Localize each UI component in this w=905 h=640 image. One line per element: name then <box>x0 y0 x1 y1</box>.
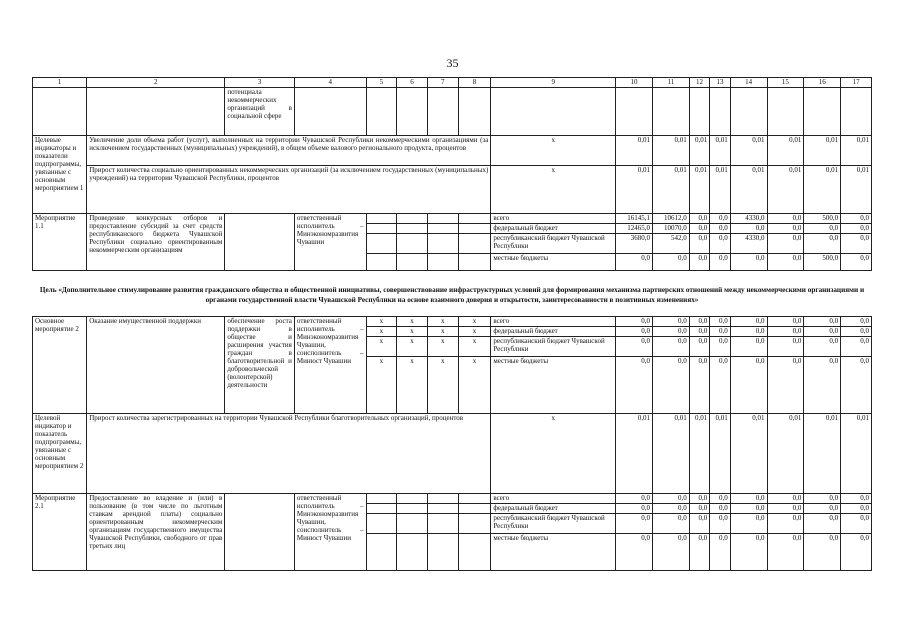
x-mark: x <box>491 414 616 494</box>
col-num: 17 <box>841 78 872 88</box>
funding-source: местные бюджеты <box>491 254 616 271</box>
funding-source: федеральный бюджет <box>491 504 616 514</box>
col-num: 8 <box>458 78 491 88</box>
funding-source: местные бюджеты <box>491 357 616 414</box>
funding-source: республиканский бюджет Чувашской Республики <box>491 337 616 357</box>
measure-label: Мероприятие 2.1 <box>33 494 87 571</box>
funding-source: республиканский бюджет Чувашской Республики <box>491 514 616 534</box>
funding-row: Мероприятие 1.1 Проведение конкурсных отборов и предоставление субсидий за счет средств республиканского бюджета Чувашской Республики социально ориентированным некоммерческим организациям ответственный исполнитель – Минэкономразвития Чувашии всего 16145,1 10612,0 0,0 0,0 4330,0 0,0 500,0 0,0 <box>33 214 872 224</box>
page-number: 35 <box>446 56 459 70</box>
measure-label: Мероприятие 1.1 <box>33 214 87 271</box>
x-mark: x <box>491 136 616 166</box>
funding-row: местные бюджеты 0,0 0,0 0,0 0,0 0,0 0,0 0,0 0,0 <box>33 534 872 571</box>
col-num: 4 <box>294 78 366 88</box>
col-num: 6 <box>397 78 428 88</box>
col-num: 10 <box>616 78 653 88</box>
funding-row: x x x x местные бюджеты 0,0 0,0 0,0 0,0 0,0 0,0 0,0 0,0 <box>33 357 872 414</box>
col-num: 2 <box>87 78 225 88</box>
funding-row: x x x x федеральный бюджет 0,0 0,0 0,0 0,0 0,0 0,0 0,0 0,0 <box>33 327 872 337</box>
measure-goal: обеспечение роста поддержки в обществе и расширения участия граждан в благотворительной и добровольческой (волонтерской) деятельности <box>225 317 295 414</box>
indicator-text: Прирост количества зарегистрированных на территории Чувашской Республики благотворительных организаций, процентов <box>87 414 491 494</box>
indicator-text: Прирост количества социально ориентированных некоммерческих организаций (за исключением государственных (муниципальных) учреждений) на территории Чувашской Республики, процентов <box>87 166 491 214</box>
col-num: 3 <box>225 78 295 88</box>
funding-row: Мероприятие 2.1 Предоставление во владение и (или) в пользование (в том числе по льготным ставкам арендной платы) социально ориентированным некоммерческим организациям государственного имущества Чувашской Республики, свободного от прав третьих лиц ответственный исполнитель – Минэкономразвития Чувашии, соисполнитель – Минюст Чувашии всего 0,0 0,0 0,0 0,0 0,0 0,0 0,0 0,0 <box>33 494 872 504</box>
funding-row: Основное мероприятие 2 Оказание имущественной поддержки обеспечение роста поддержки в обществе и расширения участия граждан в благотворительной и добровольческой (волонтерской) деятельности ответственный исполнитель – Минэкономразвития Чувашии, соисполнитель – Минюст Чувашии x x x x всего 0,0 0,0 0,0 0,0 0,0 0,0 0,0 0,0 <box>33 317 872 327</box>
funding-source: федеральный бюджет <box>491 224 616 234</box>
funding-row: республиканский бюджет Чувашской Республики 3680,0 542,0 0,0 0,0 4330,0 0,0 0,0 0,0 <box>33 234 872 254</box>
funding-source: федеральный бюджет <box>491 327 616 337</box>
funding-source: республиканский бюджет Чувашской Республики <box>491 234 616 254</box>
col-num: 12 <box>689 78 709 88</box>
measure-description: Оказание имущественной поддержки <box>87 317 225 414</box>
col-num: 5 <box>366 78 397 88</box>
x-mark: x <box>491 166 616 214</box>
col-num: 14 <box>730 78 767 88</box>
col-num: 11 <box>652 78 689 88</box>
continuation-row <box>33 88 872 136</box>
funding-source: всего <box>491 317 616 327</box>
indicator-label: Целевой индикатор и показатель подпрограммы, увязанные с основным мероприятием 2 <box>33 414 87 494</box>
responsible-executor: ответственный исполнитель – Минэкономразвития Чувашии <box>294 214 366 271</box>
indicator-row: Прирост количества социально ориентированных некоммерческих организаций (за исключением государственных (муниципальных) учреждений) на территории Чувашской Республики, процентов x 0,01 0,01 0,01 0,01 0,01 0,01 0,01 0,01 <box>33 166 872 214</box>
col-num: 7 <box>427 78 458 88</box>
col-num: 15 <box>767 78 804 88</box>
funding-row: местные бюджеты 0,0 0,0 0,0 0,0 0,0 0,0 500,0 0,0 <box>33 254 872 271</box>
funding-source: всего <box>491 214 616 224</box>
col-num: 1 <box>33 78 87 88</box>
funding-row: x x x x республиканский бюджет Чувашской Республики 0,0 0,0 0,0 0,0 0,0 0,0 0,0 0,0 <box>33 337 872 357</box>
col-num: 13 <box>710 78 730 88</box>
measure-description: Проведение конкурсных отборов и предоставление субсидий за счет средств республиканского бюджета Чувашской Республики социально ориентированным некоммерческим организациям <box>87 214 225 271</box>
goal-heading: Цель «Дополнительное стимулирование развития гражданского общества и общественной инициативы, совершенствование инфраструктурных условий для формирования механизма партнерских отношений между некоммерческими организациями и органами государственной власти Чувашской Республики на основе взаимного доверия и открытости, заинтересованности в позитивных изменениях» <box>39 286 865 304</box>
funding-source: местные бюджеты <box>491 534 616 571</box>
responsible-executor: ответственный исполнитель – Минэкономразвития Чувашии, соисполнитель – Минюст Чувашии <box>294 317 366 414</box>
indicator-label: Целевые индикаторы и показатели подпрограммы, увязанные с основным мероприятием 1 <box>33 136 87 214</box>
funding-source: всего <box>491 494 616 504</box>
indicator-row: Целевые индикаторы и показатели подпрограммы, увязанные с основным мероприятием 1 Увеличение доли объема работ (услуг), выполненных на территории Чувашской Республики некоммерческими организациями (за исключением государственных (муниципальных) учреждений), в общем объеме валового регионального продукта, процентов x 0,01 0,01 0,01 0,01 0,01 0,01 0,01 0,01 <box>33 136 872 166</box>
measure-description: Предоставление во владение и (или) в пользование (в том числе по льготным ставкам арендной платы) социально ориентированным некоммерческим организациям государственного имущества Чувашской Республики, свободного от прав третьих лиц <box>87 494 225 571</box>
indicator-text: Увеличение доли объема работ (услуг), выполненных на территории Чувашской Республики некоммерческими организациями (за исключением государственных (муниципальных) учреждений), в общем объеме валового регионального продукта, процентов <box>87 136 491 166</box>
goal-continuation: потенциала некоммерческих организаций в социальной сфере <box>225 88 295 136</box>
header-row <box>33 78 872 88</box>
funding-row: республиканский бюджет Чувашской Республики 0,0 0,0 0,0 0,0 0,0 0,0 0,0 0,0 <box>33 514 872 534</box>
col-num: 16 <box>804 78 841 88</box>
funding-row: федеральный бюджет 0,0 0,0 0,0 0,0 0,0 0,0 0,0 0,0 <box>33 504 872 514</box>
indicator-row: Целевой индикатор и показатель подпрограммы, увязанные с основным мероприятием 2 Прирост количества зарегистрированных на территории Чувашской Республики благотворительных организаций, процентов x 0,01 0,01 0,01 0,01 0,01 0,01 0,01 0,01 <box>33 414 872 494</box>
table-upper <box>32 77 872 271</box>
table-lower <box>32 316 872 571</box>
main-measure-label: Основное мероприятие 2 <box>33 317 87 414</box>
funding-row: федеральный бюджет 12465,0 10070,0 0,0 0,0 0,0 0,0 0,0 0,0 <box>33 224 872 234</box>
responsible-executor: ответственный исполнитель – Минэкономразвития Чувашии, соисполнитель – Минюст Чувашии <box>294 494 366 571</box>
col-num: 9 <box>491 78 616 88</box>
